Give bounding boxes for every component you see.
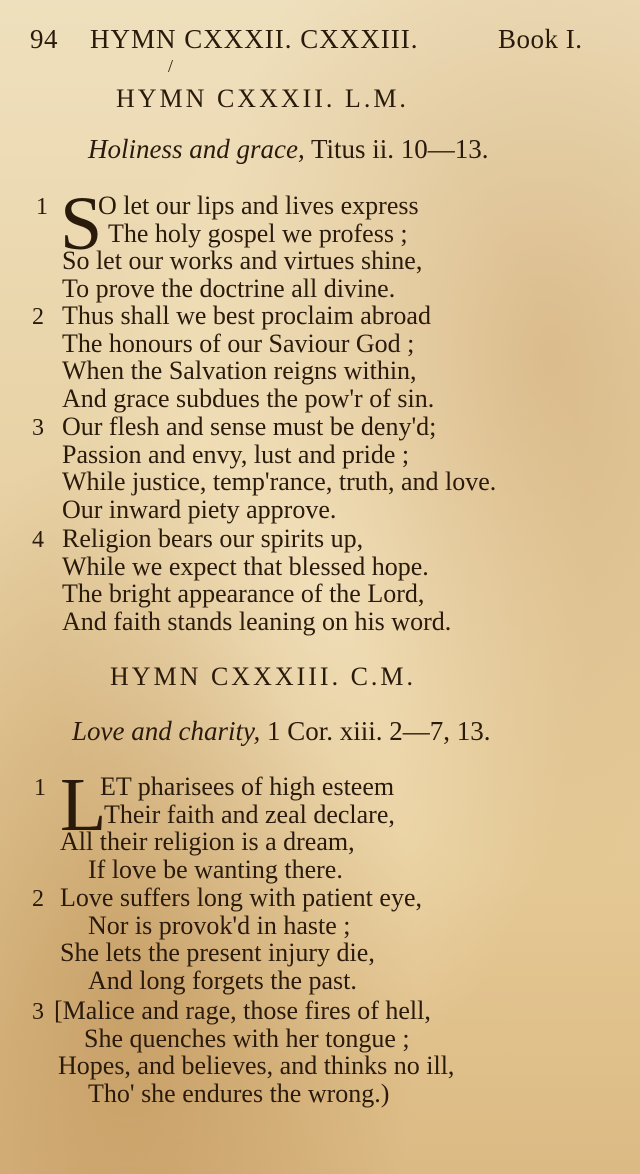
verse-line: Tho' she endures the wrong.) <box>88 1078 390 1108</box>
stanza-number: 2 <box>32 886 44 912</box>
hymn-132-subtitle-topic: Holiness and grace, <box>88 134 305 164</box>
hymn-132-stanza-2 <box>0 302 640 412</box>
hymn-132-subtitle-reference: Titus ii. 10—13. <box>311 134 489 164</box>
verse-line: If love be wanting there. <box>88 854 343 884</box>
stanza-number: 4 <box>32 527 44 553</box>
verse-line: Our inward piety approve. <box>62 494 337 524</box>
verse-line: Hopes, and believes, and thinks no ill, <box>58 1051 455 1081</box>
verse-line: The holy gospel we profess ; <box>108 218 408 248</box>
hymn-132-subtitle <box>88 134 489 165</box>
drop-cap: L <box>60 763 107 847</box>
verse-line: All their religion is a dream, <box>60 827 355 857</box>
hymn-133-stanza-2 <box>0 884 640 994</box>
verse-line: Their faith and zeal declare, <box>104 799 395 829</box>
hymn-133-subtitle <box>72 716 491 747</box>
verse-line: Passion and envy, lust and pride ; <box>62 439 410 469</box>
stray-ink-mark: / <box>168 56 174 76</box>
verse-line: And faith stands leaning on his word. <box>62 606 452 636</box>
stanza-number: 2 <box>32 304 44 330</box>
book-label: Book I. <box>498 24 583 54</box>
stanza-number: 3 <box>32 999 44 1025</box>
verse-line: Nor is provok'd in haste ; <box>88 910 351 940</box>
verse-line: Our flesh and sense must be deny'd; <box>62 412 437 441</box>
verse-line: When the Salvation reigns within, <box>62 356 417 386</box>
verse-line: [Malice and rage, those fires of hell, <box>54 996 431 1025</box>
hymn-133-subtitle-topic: Love and charity, <box>72 716 261 746</box>
running-title: HYMN CXXXII. CXXXIII. <box>90 24 419 54</box>
hymn-133-heading: HYMN CXXXIII. C.M. <box>110 662 417 691</box>
hymn-132-stanza-1 <box>0 182 640 303</box>
verse-line: Thus shall we best proclaim abroad <box>62 301 431 330</box>
verse-line: Religion bears our spirits up, <box>62 524 364 553</box>
hymn-133-stanza-1 <box>0 763 640 884</box>
page-number: 94 <box>30 24 58 54</box>
verse-line: She lets the present injury die, <box>60 938 375 968</box>
verse-line: And grace subdues the pow'r of sin. <box>62 383 435 413</box>
verse-line: While we expect that blessed hope. <box>62 551 429 581</box>
hymn-132-stanza-4 <box>0 525 640 635</box>
verse-line: The bright appearance of the Lord, <box>62 579 425 609</box>
drop-cap: S <box>60 182 103 266</box>
verse-line: So let our works and virtues shine, <box>62 246 423 276</box>
hymn-132-heading: HYMN CXXXII. L.M. <box>116 84 409 113</box>
stanza-number: 1 <box>36 194 48 220</box>
verse-line: ET pharisees of high esteem <box>100 772 395 801</box>
verse-line: And long forgets the past. <box>88 965 357 995</box>
hymn-132-stanza-3 <box>0 413 640 523</box>
verse-line: O let our lips and lives express <box>98 191 419 220</box>
verse-line: Love suffers long with patient eye, <box>60 883 422 912</box>
verse-line: The honours of our Saviour God ; <box>62 328 415 358</box>
hymn-133-subtitle-reference: 1 Cor. xiii. 2—7, 13. <box>266 716 491 746</box>
verse-line: She quenches with her tongue ; <box>84 1023 410 1053</box>
verse-line: While justice, temp'rance, truth, and love. <box>62 467 497 497</box>
stanza-number: 3 <box>32 415 44 441</box>
hymn-133-stanza-3 <box>0 997 640 1107</box>
verse-line: To prove the doctrine all divine. <box>62 273 396 303</box>
stanza-number: 1 <box>34 775 46 801</box>
